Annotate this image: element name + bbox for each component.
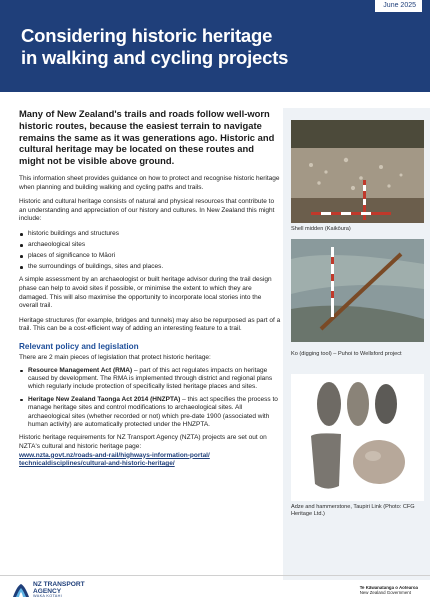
heritage-page-link[interactable]	[19, 452, 281, 469]
requirements-paragraph: Historic heritage requirements for NZ Transport Agency (NZTA) projects are set out on NZTA's cultural and historic heritage page:	[19, 434, 267, 450]
list-item	[19, 396, 281, 430]
photo-sidebar	[283, 108, 430, 580]
list-item: historic buildings and structures	[19, 230, 281, 238]
legislation-text: – part of this act regulates impacts on heritage caused by development. The RMA is implemented through district and regional plans which regularly include protection of specifically listed heritage places and sites.	[28, 366, 273, 391]
policy-lead: There are 2 main pieces of legislation that protect historic heritage:	[19, 353, 211, 361]
adze-hammerstone-image	[291, 374, 424, 501]
intro-paragraph: Many of New Zealand's trails and roads follow well-worn historic routes, because the easiest terrain to navigate remains the same as it was generations ago. Historic and cultural heritage may be located on these routes and might not be visible above ground.	[19, 108, 275, 167]
link-line-2: technicaldisciplines/cultural-and-historic-heritage/	[19, 460, 175, 468]
photo-caption: Shell midden (Kaikōura)	[291, 226, 351, 232]
photo-caption: Adze and hammerstone, Taupiri Link (Photo: CFG Heritage Ltd.)	[291, 504, 415, 517]
shell-midden-photo	[291, 120, 424, 223]
heritage-list	[19, 230, 281, 271]
photo-caption: Ko (digging tool) – Puhoi to Wellsford project	[291, 351, 402, 357]
logo-text	[33, 581, 85, 595]
list-item: the surroundings of buildings, sites and places.	[19, 263, 281, 271]
government-maori-name: Te Kāwanatanga o Aotearoa	[359, 585, 418, 590]
government-mark	[360, 585, 418, 595]
page-title-line-2: in walking and cycling projects	[21, 47, 289, 68]
adze-photo	[291, 374, 424, 501]
logo-subtext: WAKA KOTAHI	[33, 594, 63, 598]
definition-paragraph: Historic and cultural heritage consists of natural and physical resources that contribute to an understanding and appreciation of our history and cultures. In New Zealand this might include:	[19, 198, 275, 223]
digging-tool-photo	[291, 239, 424, 342]
digging-tool-image	[291, 239, 424, 342]
government-name: New Zealand Government	[359, 590, 411, 595]
logo-line-2: AGENCY	[33, 588, 62, 595]
legislation-text: – this act specifies the process to manage heritage sites and control modifications to archaeological sites. All archaeological sites (whether recorded or not) which pre-date 1900 (associated with human activity) are automatically protected under the HNZPTA.	[28, 395, 278, 428]
nzta-logo-icon	[12, 582, 30, 598]
list-item	[19, 367, 281, 392]
structures-paragraph: Heritage structures (for example, bridges and tunnels) may also be repurposed as part of a trail. This can be a cost-efficient way of adding an interesting feature to a trail.	[19, 316, 281, 333]
legislation-list	[19, 367, 281, 430]
legislation-name: Resource Management Act (RMA)	[28, 366, 133, 374]
list-item: places of significance to Māori	[19, 252, 281, 260]
page-title-line-1: Considering historic heritage	[21, 25, 273, 46]
publication-date: June 2025	[375, 0, 422, 12]
legislation-name: Heritage New Zealand Taonga Act 2014 (HNZPTA)	[28, 395, 181, 403]
nzta-logo	[12, 578, 102, 602]
logo-line-1: NZ TRANSPORT	[33, 581, 85, 588]
list-item: archaeological sites	[19, 241, 281, 249]
shell-midden-image	[291, 120, 424, 223]
page-title	[21, 25, 288, 69]
main-content	[19, 108, 281, 469]
guidance-paragraph: This information sheet provides guidance on how to protect and recognise historic heritage when planning and building walking and cycling paths and trails.	[19, 174, 280, 191]
page-header	[0, 0, 430, 92]
policy-heading: Relevant policy and legislation	[19, 341, 139, 351]
link-line-1: www.nzta.govt.nz/roads-and-rail/highways-information-portal/	[19, 451, 210, 459]
assessment-paragraph: A simple assessment by an archaeologist or built heritage advisor during the trail design phase can help to avoid sites if possible, or minimise the extent to which they are damaged. This will also maximise the opportunity to incorporate local stories into the overall trail.	[19, 276, 272, 310]
footer-divider	[0, 575, 430, 576]
